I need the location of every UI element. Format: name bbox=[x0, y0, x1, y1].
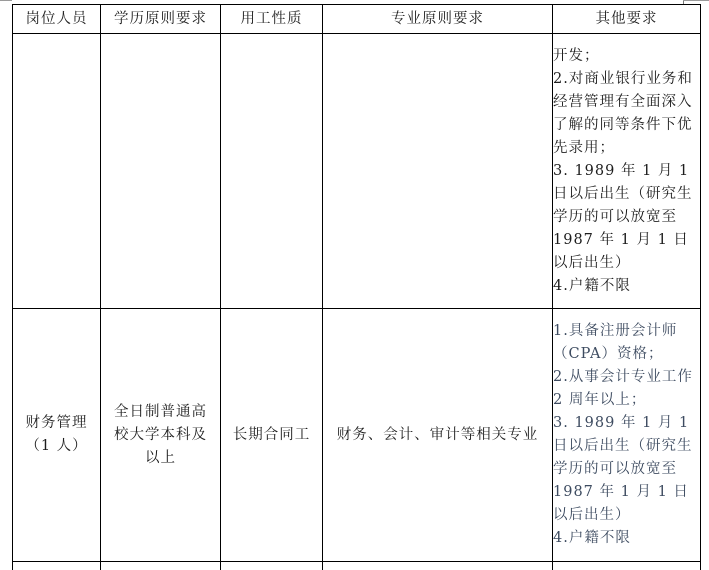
position-name: 财务管理 bbox=[25, 415, 88, 431]
cell-other-requirements bbox=[553, 34, 701, 309]
cell-clipped bbox=[13, 562, 101, 570]
column-header-position: 岗位人员 bbox=[13, 5, 101, 34]
cell-employment-type: 长期合同工 bbox=[221, 309, 323, 562]
position-requirements-table bbox=[12, 4, 701, 570]
scan-artifact-line bbox=[0, 0, 12, 1]
cell-major-empty bbox=[323, 34, 553, 309]
table-row-clipped bbox=[13, 562, 701, 570]
cell-clipped bbox=[553, 562, 701, 570]
table-header-row bbox=[13, 5, 701, 34]
cell-education-empty bbox=[101, 34, 221, 309]
cell-major: 财务、会计、审计等相关专业 bbox=[323, 309, 553, 562]
requirement-line: 4.户籍不限 bbox=[553, 530, 631, 546]
requirement-line: 2.从事会计专业工作 2 周年以上； bbox=[553, 369, 693, 408]
cell-clipped bbox=[323, 562, 553, 570]
cell-education: 全日制普通高 校大学本科及 以上 bbox=[101, 309, 221, 562]
requirement-line: 开发； bbox=[553, 47, 600, 64]
cell-other-requirements bbox=[553, 309, 701, 562]
table-row-finance-management bbox=[13, 309, 701, 562]
column-header-education: 学历原则要求 bbox=[101, 5, 221, 34]
scan-artifact-line bbox=[683, 0, 709, 1]
column-header-employment-type: 用工性质 bbox=[221, 5, 323, 34]
requirement-line: 3. 1989 年 1 月 1 日以后出生（研究生学历的可以放宽至 1987 年 1 月 1 日以后出生） bbox=[553, 162, 693, 271]
column-header-major: 专业原则要求 bbox=[323, 5, 553, 34]
requirement-line: 1.具备注册会计师（CPA）资格； bbox=[553, 323, 678, 362]
column-header-other-requirements: 其他要求 bbox=[553, 5, 701, 34]
position-headcount: （1 人） bbox=[25, 438, 88, 454]
requirement-line: 4.户籍不限 bbox=[553, 277, 631, 294]
table-row-continuation bbox=[13, 34, 701, 309]
cell-clipped bbox=[101, 562, 221, 570]
requirement-line: 3. 1989 年 1 月 1 日以后出生（研究生学历的可以放宽至 1987 年 1 月 1 日以后出生） bbox=[553, 415, 693, 523]
cell-employment-type-empty bbox=[221, 34, 323, 309]
cell-position-empty bbox=[13, 34, 101, 309]
cell-position bbox=[13, 309, 101, 562]
cell-clipped bbox=[221, 562, 323, 570]
requirement-line: 2.对商业银行业务和经营管理有全面深入了解的同等条件下优先录用； bbox=[553, 70, 693, 156]
